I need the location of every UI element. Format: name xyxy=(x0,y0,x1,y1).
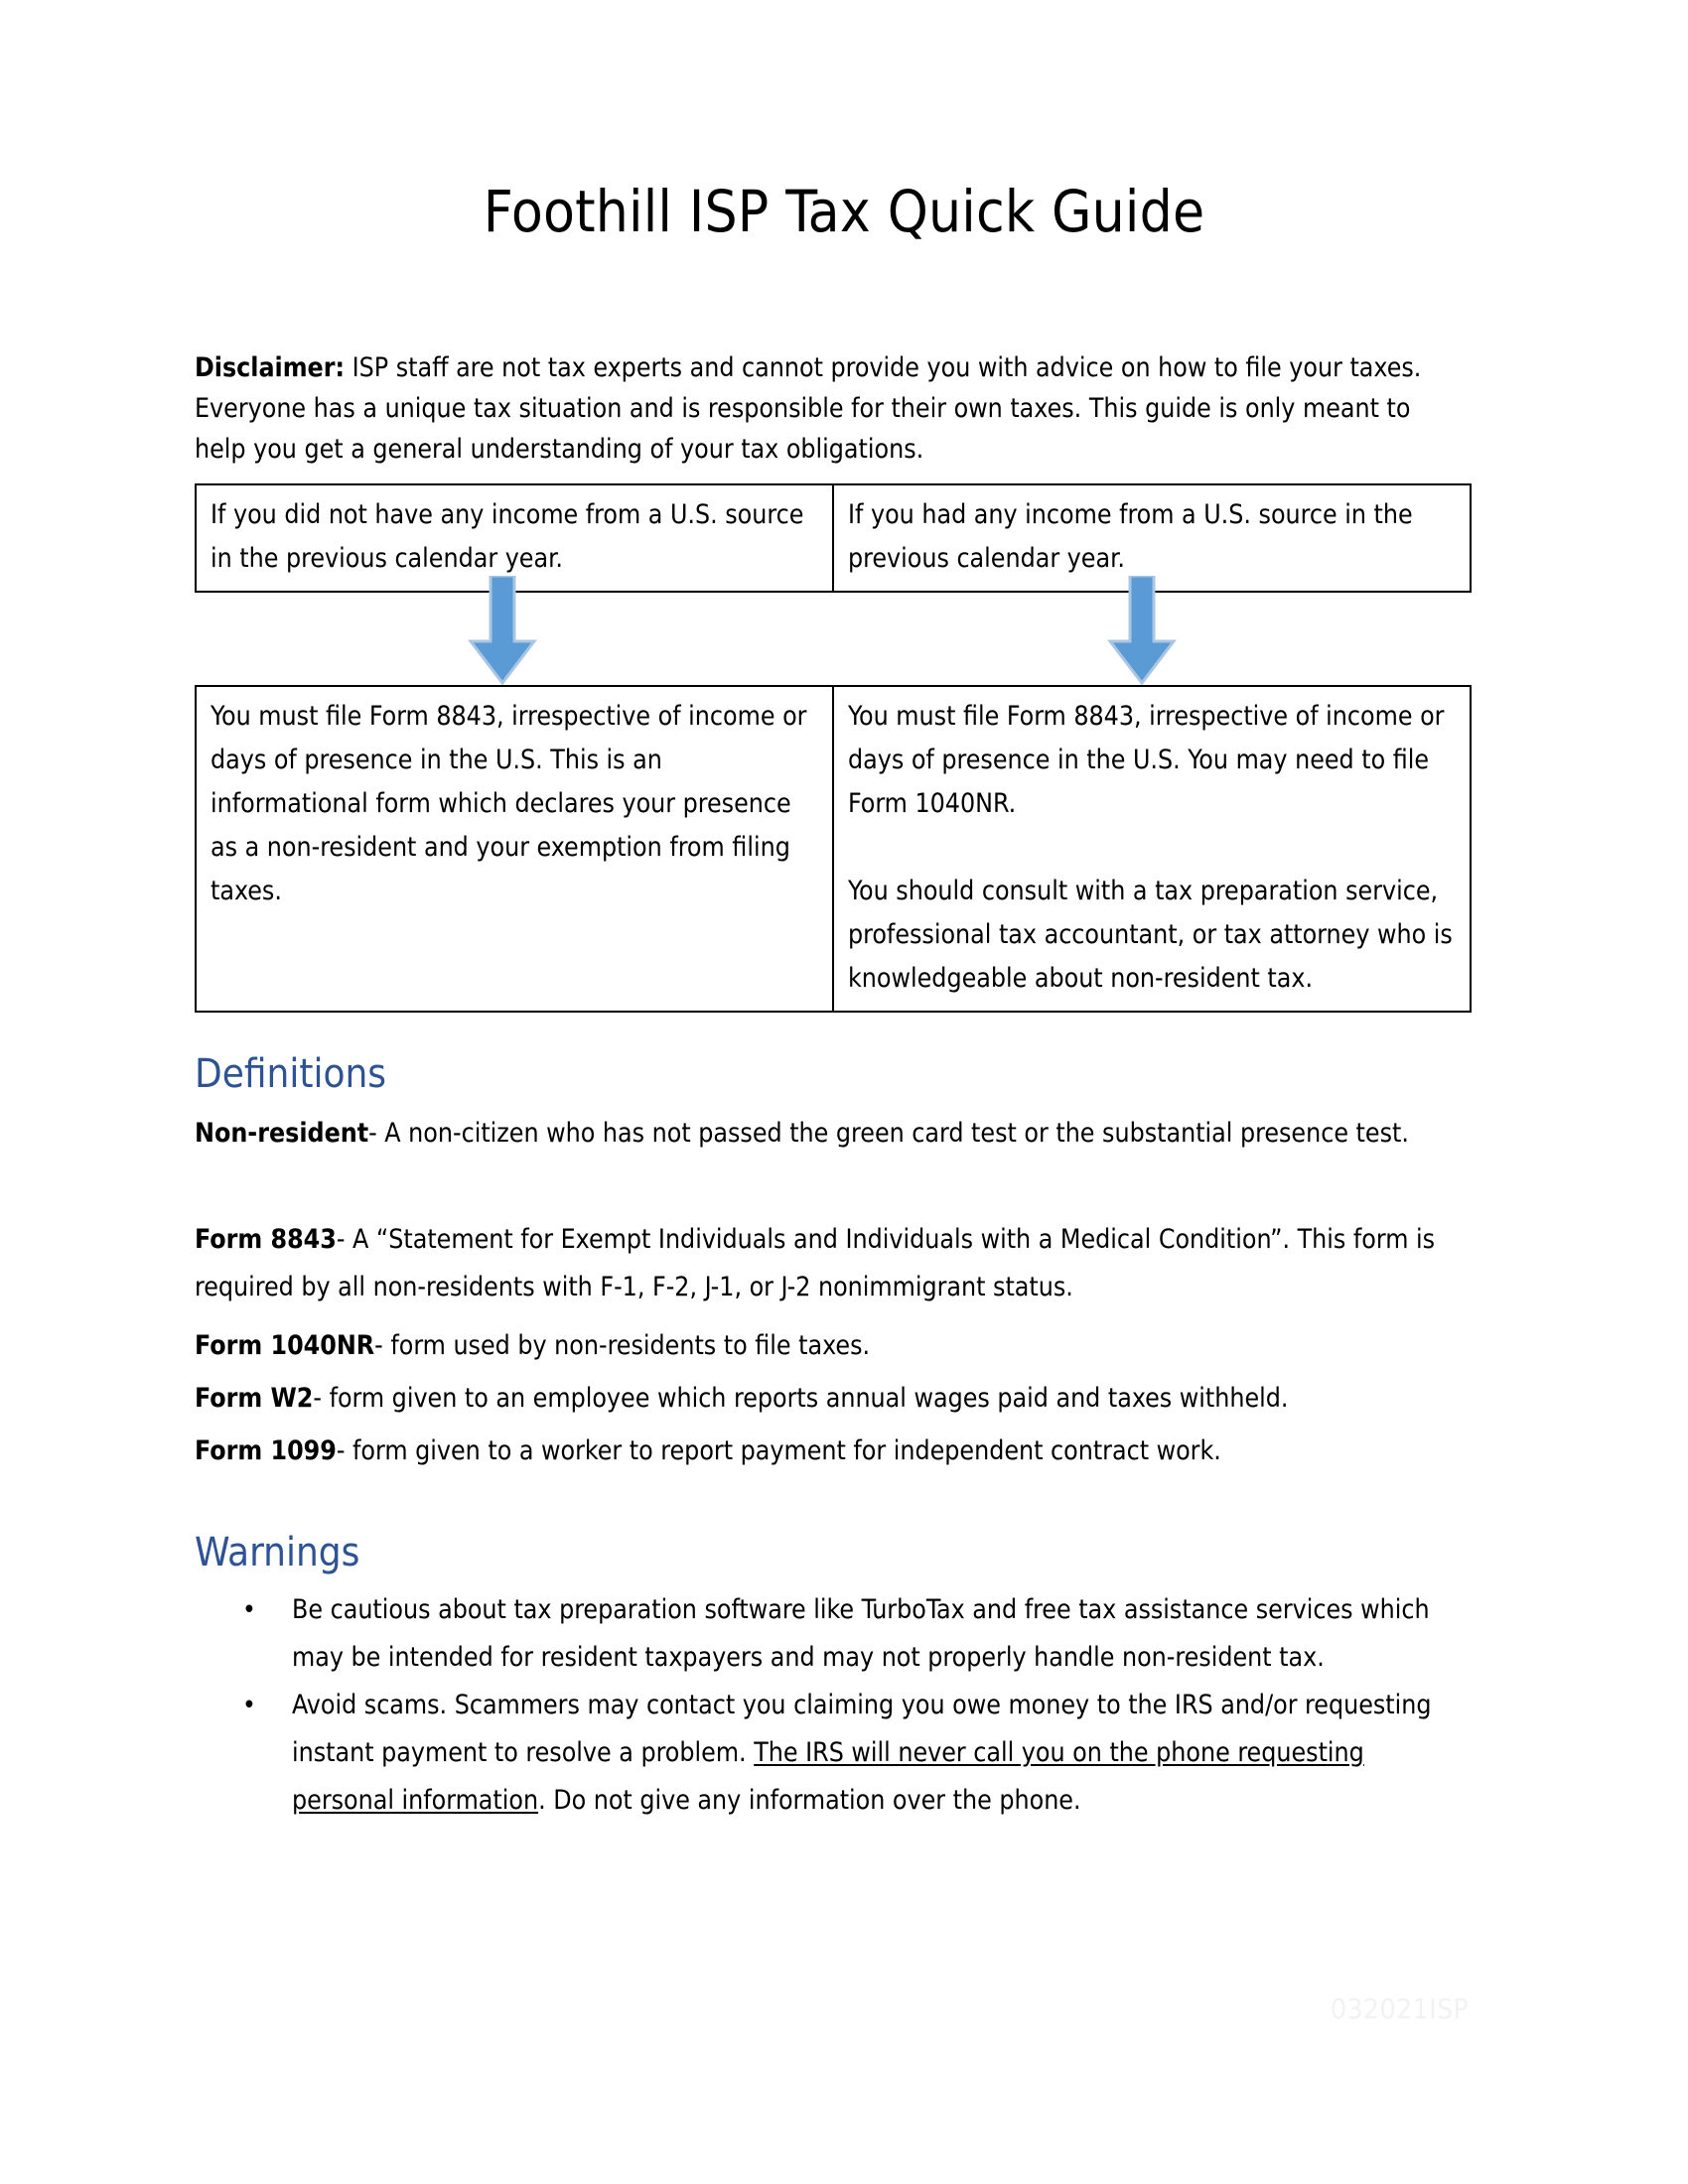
definition-non-resident xyxy=(195,1110,1456,1158)
outcome-left-text: You must file Form 8843, irrespective of income or days of presence in the U.S. This is an informational form which declares your presence as a non-resident and your exemption from filing taxes. xyxy=(211,701,807,906)
warnings-list xyxy=(195,1586,1456,1825)
table-row xyxy=(196,686,1471,1012)
condition-table xyxy=(195,483,1472,593)
bullet-icon: • xyxy=(242,1691,256,1720)
definition-form-8843 xyxy=(195,1216,1456,1311)
bullet-icon: • xyxy=(242,1595,256,1625)
outcome-cell-had-income xyxy=(833,686,1471,1012)
warning-text-before: Avoid scams. Scammers may contact you claiming you owe money to the IRS and/or requesting instant payment to resolve a problem. xyxy=(292,1690,1432,1768)
footer-watermark: 032021ISP xyxy=(1331,1992,1470,2025)
down-arrow-icon xyxy=(1104,576,1180,687)
definition-term: Form 1099 xyxy=(195,1435,337,1466)
definition-term: Form W2 xyxy=(195,1383,314,1414)
list-item xyxy=(195,1682,1456,1825)
outcome-right-text-1: You must file Form 8843, irrespective of income or days of presence in the U.S. You may need to file Form 1040NR. xyxy=(848,701,1445,819)
warning-text-emphasis: The IRS will never call you on the phone requesting personal information xyxy=(292,1737,1364,1816)
definition-text: - form given to a worker to report payment for independent contract work. xyxy=(336,1435,1221,1466)
condition-left-text: If you did not have any income from a U.S. source in the previous calendar year. xyxy=(211,499,804,574)
table-row xyxy=(196,484,1471,592)
disclaimer-paragraph xyxy=(195,347,1448,470)
warning-text-after: . Do not give any information over the phone. xyxy=(538,1785,1081,1816)
definition-term: Form 8843 xyxy=(195,1224,337,1255)
definition-text: - form given to an employee which reports annual wages paid and taxes withheld. xyxy=(313,1383,1289,1414)
definition-text: - A non-citizen who has not passed the green card test or the substantial presence test. xyxy=(368,1118,1409,1149)
definition-term: Form 1040NR xyxy=(195,1330,375,1361)
definition-text: - A “Statement for Exempt Individuals and Individuals with a Medical Condition”. This form is required by all non-residents with F-1, F-2, J-1, or J-2 nonimmigrant status. xyxy=(195,1224,1436,1302)
list-item xyxy=(195,1586,1456,1682)
warnings-heading: Warnings xyxy=(195,1530,360,1575)
definitions-heading: Definitions xyxy=(195,1051,387,1097)
disclaimer-text: ISP staff are not tax experts and cannot provide you with advice on how to file your taxes. Everyone has a unique tax situation and is responsible for their own taxes. This guide is only meant to help you get a general understanding of your tax obligations. xyxy=(195,352,1422,465)
outcome-cell-no-income xyxy=(196,686,833,1012)
definition-form-w2 xyxy=(195,1375,1456,1423)
disclaimer-label: Disclaimer: xyxy=(195,352,346,383)
definition-text: - form used by non-residents to file taxes. xyxy=(374,1330,871,1361)
condition-right-text: If you had any income from a U.S. source in the previous calendar year. xyxy=(848,499,1413,574)
page-title: Foothill ISP Tax Quick Guide xyxy=(483,178,1205,245)
definition-term: Non-resident xyxy=(195,1118,369,1149)
outcome-table xyxy=(195,685,1472,1013)
definition-form-1099 xyxy=(195,1428,1456,1475)
down-arrow-icon xyxy=(465,576,540,687)
definition-form-1040nr xyxy=(195,1322,1456,1370)
outcome-right-text-2: You should consult with a tax preparation service, professional tax accountant, or tax attorney who is knowledgeable about non-resident tax. xyxy=(848,876,1453,994)
warning-text: Be cautious about tax preparation software like TurboTax and free tax assistance services which may be intended for resident taxpayers and may not properly handle non-resident tax. xyxy=(292,1594,1430,1673)
